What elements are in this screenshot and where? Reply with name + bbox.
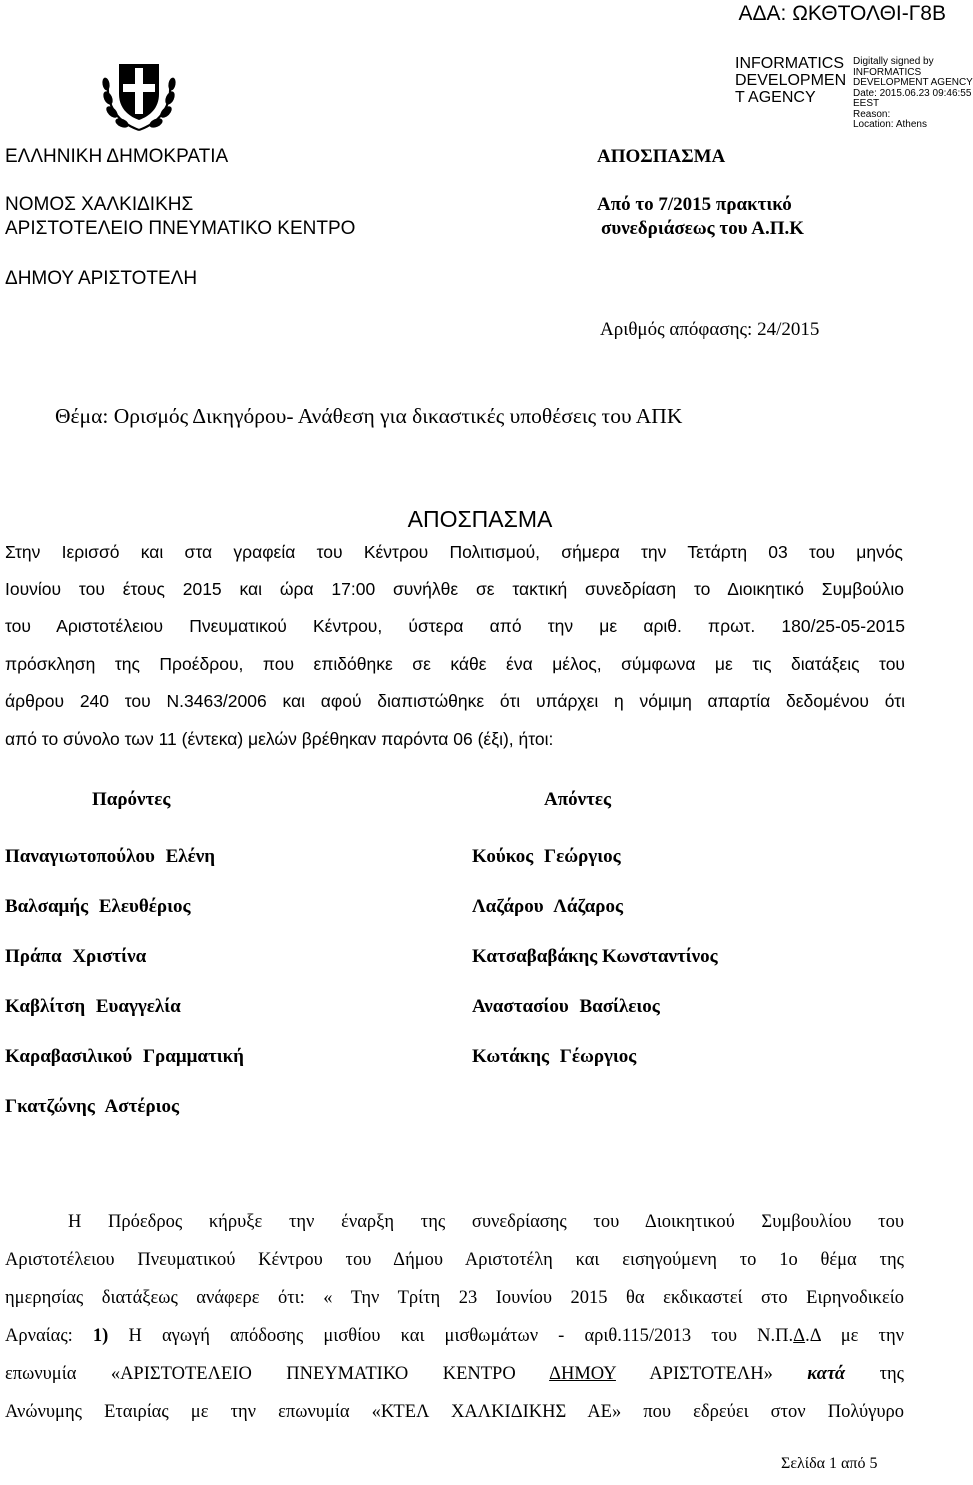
intro-line: άρθρου 240 του Ν.3463/2006 και αφού διαπιστώθηκε ότι υπάρχει η νόμιμη απαρτία δεδομένου ότι	[5, 691, 905, 711]
signature-line: Digitally signed by	[853, 56, 934, 67]
greek-emblem-icon	[100, 52, 178, 134]
absent-member: Κωτάκης Γέωργιος	[472, 1046, 637, 1067]
signature-line: INFORMATICS	[853, 66, 922, 78]
text-run: επωνυμία «ΑΡΙΣΤΟΤΕΛΕΙΟ ΠΝΕΥΜΑΤΙΚΟ ΚΕΝΤΡΟ	[5, 1364, 550, 1384]
signature-line: Location: Athens	[853, 119, 927, 130]
absent-member: Λαζάρου Λάζαρος	[472, 896, 623, 917]
body-line: Αριστοτέλειου Πνευματικού Κέντρου του Δήμου Αριστοτέλη και εισηγούμενη το 1ο θέμα της	[5, 1250, 904, 1270]
text-run-underlined: ΔΗΜΟΥ	[549, 1364, 616, 1384]
text-run-underlined: Δ	[793, 1326, 806, 1346]
present-label: Παρόντες	[92, 789, 171, 810]
section-title: ΑΠΟΣΠΑΣΜΑ	[407, 506, 553, 532]
decision-number: Αριθμός απόφασης: 24/2015	[600, 319, 820, 340]
signature-line: Reason:	[853, 108, 891, 120]
present-member: Βαλσαμής Ελευθέριος	[5, 896, 191, 917]
absent-label: Απόντες	[544, 789, 612, 810]
excerpt-line2: συνεδριάσεως του Α.Π.Κ	[601, 218, 805, 239]
subject: Θέμα: Ορισμός Δικηγόρου- Ανάθεση για δικαστικές υποθέσεις του ΑΠΚ	[55, 404, 683, 428]
text-run: της	[845, 1364, 905, 1384]
absent-member: Αναστασίου Βασίλειος	[472, 996, 660, 1017]
page-number: Σελίδα 1 από 5	[781, 1455, 878, 1472]
intro-line: πρόσκληση της Προέδρου, που επιδόθηκε σε κάθε ένα μέλος, σύμφωνα με τις διατάξεις του	[5, 654, 905, 674]
signature-line: DEVELOPMENT AGENCY	[853, 77, 973, 88]
absent-member: Κούκος Γεώργιος	[472, 846, 621, 867]
issuer-center: ΑΡΙΣΤΟΤΕΛΕΙΟ ΠΝΕΥΜΑΤΙΚΟ ΚΕΝΤΡΟ	[5, 218, 356, 239]
digital-signature	[853, 57, 973, 131]
text-run: .Δ με την	[805, 1326, 904, 1346]
present-member: Παναγιωτοπούλου Ελένη	[5, 846, 216, 867]
present-member: Καβλίτση Ευαγγελία	[5, 996, 181, 1017]
text-run-bold: 1)	[92, 1326, 109, 1346]
body-line: Η Πρόεδρος κήρυξε την έναρξη της συνεδρίασης του Διοικητικού Συμβουλίου του	[68, 1212, 904, 1232]
text-run: Αρναίας:	[5, 1326, 93, 1346]
issuer-country: ΕΛΛΗΝΙΚΗ ΔΗΜΟΚΡΑΤΙΑ	[5, 146, 229, 167]
signature-line: Date: 2015.06.23 09:46:55	[853, 87, 972, 99]
text-run: Η αγωγή απόδοσης μισθίου και μισθωμάτων - αριθ.115/2013 του Ν.Π.	[108, 1326, 794, 1346]
intro-line: από το σύνολο των 11 (έντεκα) μελών βρέθηκαν παρόντα 06 (έξι), ήτοι:	[5, 729, 554, 749]
agency-name: INFORMATICS DEVELOPMEN T AGENCY	[735, 55, 847, 106]
absent-member: Κατσαβαβάκης Κωνσταντίνος	[472, 946, 718, 967]
body-line-5	[5, 1363, 904, 1385]
issuer-municipality: ΔΗΜΟΥ ΑΡΙΣΤΟΤΕΛΗ	[5, 268, 198, 289]
signature-line: EEST	[853, 98, 880, 109]
excerpt-title: ΑΠΟΣΠΑΣΜΑ	[597, 146, 726, 167]
intro-line: Στην Ιερισσό και στα γραφεία του Κέντρου Πολιτισμού, σήμερα την Τετάρτη 03 του μηνός	[5, 542, 903, 562]
intro-line: του Αριστοτέλειου Πνευματικού Κέντρου, ύστερα από την με αριθ. πρωτ. 180/25-05-2015	[5, 616, 905, 636]
excerpt-line1: Από το 7/2015 πρακτικό	[597, 194, 792, 215]
text-run-bold: κατά	[807, 1364, 846, 1384]
body-line-4	[5, 1325, 904, 1347]
present-member: Καραβασιλικού Γραμματική	[5, 1046, 244, 1067]
body-line: ημερησίας διατάξεως ανάφερε ότι: « Την Τρίτη 23 Ιουνίου 2015 θα εκδικαστεί στο Ειρηνοδικείο	[5, 1288, 904, 1308]
body-line: Ανώνυμης Εταιρίας με την επωνυμία «ΚΤΕΛ ΧΑΛΚΙΔΙΚΗΣ ΑΕ» που εδρεύει στον Πολύγυρο	[5, 1402, 904, 1422]
present-member: Πράπα Χριστίνα	[5, 946, 147, 967]
issuer-prefecture: ΝΟΜΟΣ ΧΑΛΚΙΔΙΚΗΣ	[5, 194, 194, 215]
ada-code: ΑΔΑ: ΩΚΘΤΟΛΘΙ-Γ8Β	[738, 2, 946, 25]
intro-line: Ιουνίου του έτους 2015 και ώρα 17:00 συνήλθε σε τακτική συνεδρίαση το Διοικητικό Συμβούλιο	[5, 579, 904, 599]
present-member: Γκατζώνης Αστέριος	[5, 1096, 180, 1117]
text-run: ΑΡΙΣΤΟΤΕΛΗ»	[615, 1364, 808, 1384]
